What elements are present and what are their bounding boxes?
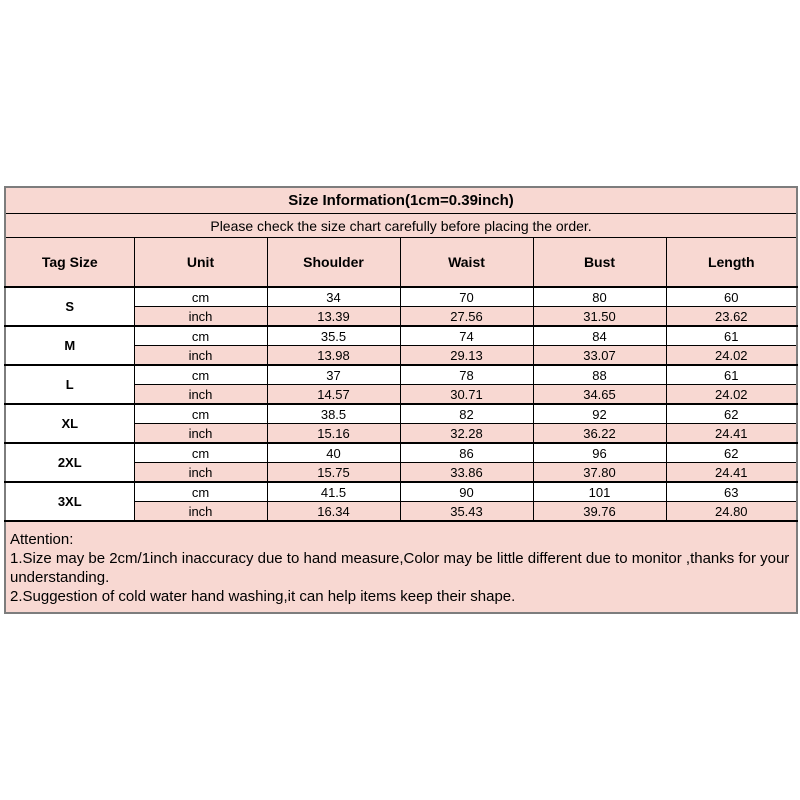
value-cell: 41.5 (267, 482, 400, 502)
value-cell: 61 (666, 365, 797, 385)
value-cell: 62 (666, 443, 797, 463)
value-cell: 24.41 (666, 463, 797, 483)
size-tag-cell: 2XL (5, 443, 134, 482)
value-cell: 60 (666, 287, 797, 307)
unit-cell: inch (134, 385, 267, 405)
unit-cell: cm (134, 443, 267, 463)
unit-cell: inch (134, 307, 267, 327)
value-cell: 78 (400, 365, 533, 385)
value-cell: 24.80 (666, 502, 797, 522)
table-row-3xl-cm (5, 482, 797, 502)
attention-line: 1.Size may be 2cm/1inch inaccuracy due to hand measure,Color may be little different due to monitor ,thanks for your understanding. (10, 550, 790, 586)
value-cell: 37.80 (533, 463, 666, 483)
value-cell: 35.43 (400, 502, 533, 522)
value-cell: 13.98 (267, 346, 400, 366)
value-cell: 31.50 (533, 307, 666, 327)
column-header-shoulder: Shoulder (267, 238, 400, 288)
unit-cell: inch (134, 463, 267, 483)
size-tag-cell: S (5, 287, 134, 326)
chart-title: Size Information(1cm=0.39inch) (5, 187, 797, 214)
value-cell: 62 (666, 404, 797, 424)
value-cell: 32.28 (400, 424, 533, 444)
size-chart-table (4, 186, 798, 614)
table-row-m-cm (5, 326, 797, 346)
value-cell: 40 (267, 443, 400, 463)
value-cell: 36.22 (533, 424, 666, 444)
size-tag-cell: 3XL (5, 482, 134, 521)
value-cell: 82 (400, 404, 533, 424)
unit-cell: cm (134, 287, 267, 307)
value-cell: 13.39 (267, 307, 400, 327)
value-cell: 96 (533, 443, 666, 463)
value-cell: 34 (267, 287, 400, 307)
size-tag-cell: L (5, 365, 134, 404)
value-cell: 39.76 (533, 502, 666, 522)
value-cell: 24.02 (666, 346, 797, 366)
value-cell: 101 (533, 482, 666, 502)
value-cell: 33.86 (400, 463, 533, 483)
value-cell: 38.5 (267, 404, 400, 424)
value-cell: 24.41 (666, 424, 797, 444)
table-row-xl-cm (5, 404, 797, 424)
table-row-s-cm (5, 287, 797, 307)
column-header-row (5, 238, 797, 288)
unit-cell: inch (134, 346, 267, 366)
value-cell: 37 (267, 365, 400, 385)
value-cell: 15.75 (267, 463, 400, 483)
value-cell: 74 (400, 326, 533, 346)
unit-cell: cm (134, 365, 267, 385)
column-header-bust: Bust (533, 238, 666, 288)
unit-cell: cm (134, 404, 267, 424)
value-cell: 16.34 (267, 502, 400, 522)
value-cell: 61 (666, 326, 797, 346)
size-tag-cell: XL (5, 404, 134, 443)
chart-subtitle: Please check the size chart carefully before placing the order. (5, 214, 797, 238)
value-cell: 15.16 (267, 424, 400, 444)
value-cell: 27.56 (400, 307, 533, 327)
attention-line: 2.Suggestion of cold water hand washing,it can help items keep their shape. (10, 588, 516, 605)
column-header-length: Length (666, 238, 797, 288)
value-cell: 92 (533, 404, 666, 424)
value-cell: 29.13 (400, 346, 533, 366)
value-cell: 80 (533, 287, 666, 307)
chart-subtitle-row (5, 214, 797, 238)
value-cell: 35.5 (267, 326, 400, 346)
value-cell: 63 (666, 482, 797, 502)
value-cell: 84 (533, 326, 666, 346)
value-cell: 23.62 (666, 307, 797, 327)
value-cell: 86 (400, 443, 533, 463)
attention-line: Attention: (10, 531, 74, 548)
column-header-waist: Waist (400, 238, 533, 288)
column-header-unit: Unit (134, 238, 267, 288)
table-row-2xl-cm (5, 443, 797, 463)
size-tag-cell: M (5, 326, 134, 365)
value-cell: 14.57 (267, 385, 400, 405)
value-cell: 90 (400, 482, 533, 502)
table-row-l-cm (5, 365, 797, 385)
chart-title-row (5, 187, 797, 214)
unit-cell: cm (134, 482, 267, 502)
unit-cell: inch (134, 424, 267, 444)
attention-note-row (5, 521, 797, 613)
value-cell: 88 (533, 365, 666, 385)
column-header-tag-size: Tag Size (5, 238, 134, 288)
unit-cell: cm (134, 326, 267, 346)
value-cell: 70 (400, 287, 533, 307)
value-cell: 30.71 (400, 385, 533, 405)
value-cell: 24.02 (666, 385, 797, 405)
attention-note (5, 521, 797, 613)
unit-cell: inch (134, 502, 267, 522)
value-cell: 33.07 (533, 346, 666, 366)
value-cell: 34.65 (533, 385, 666, 405)
